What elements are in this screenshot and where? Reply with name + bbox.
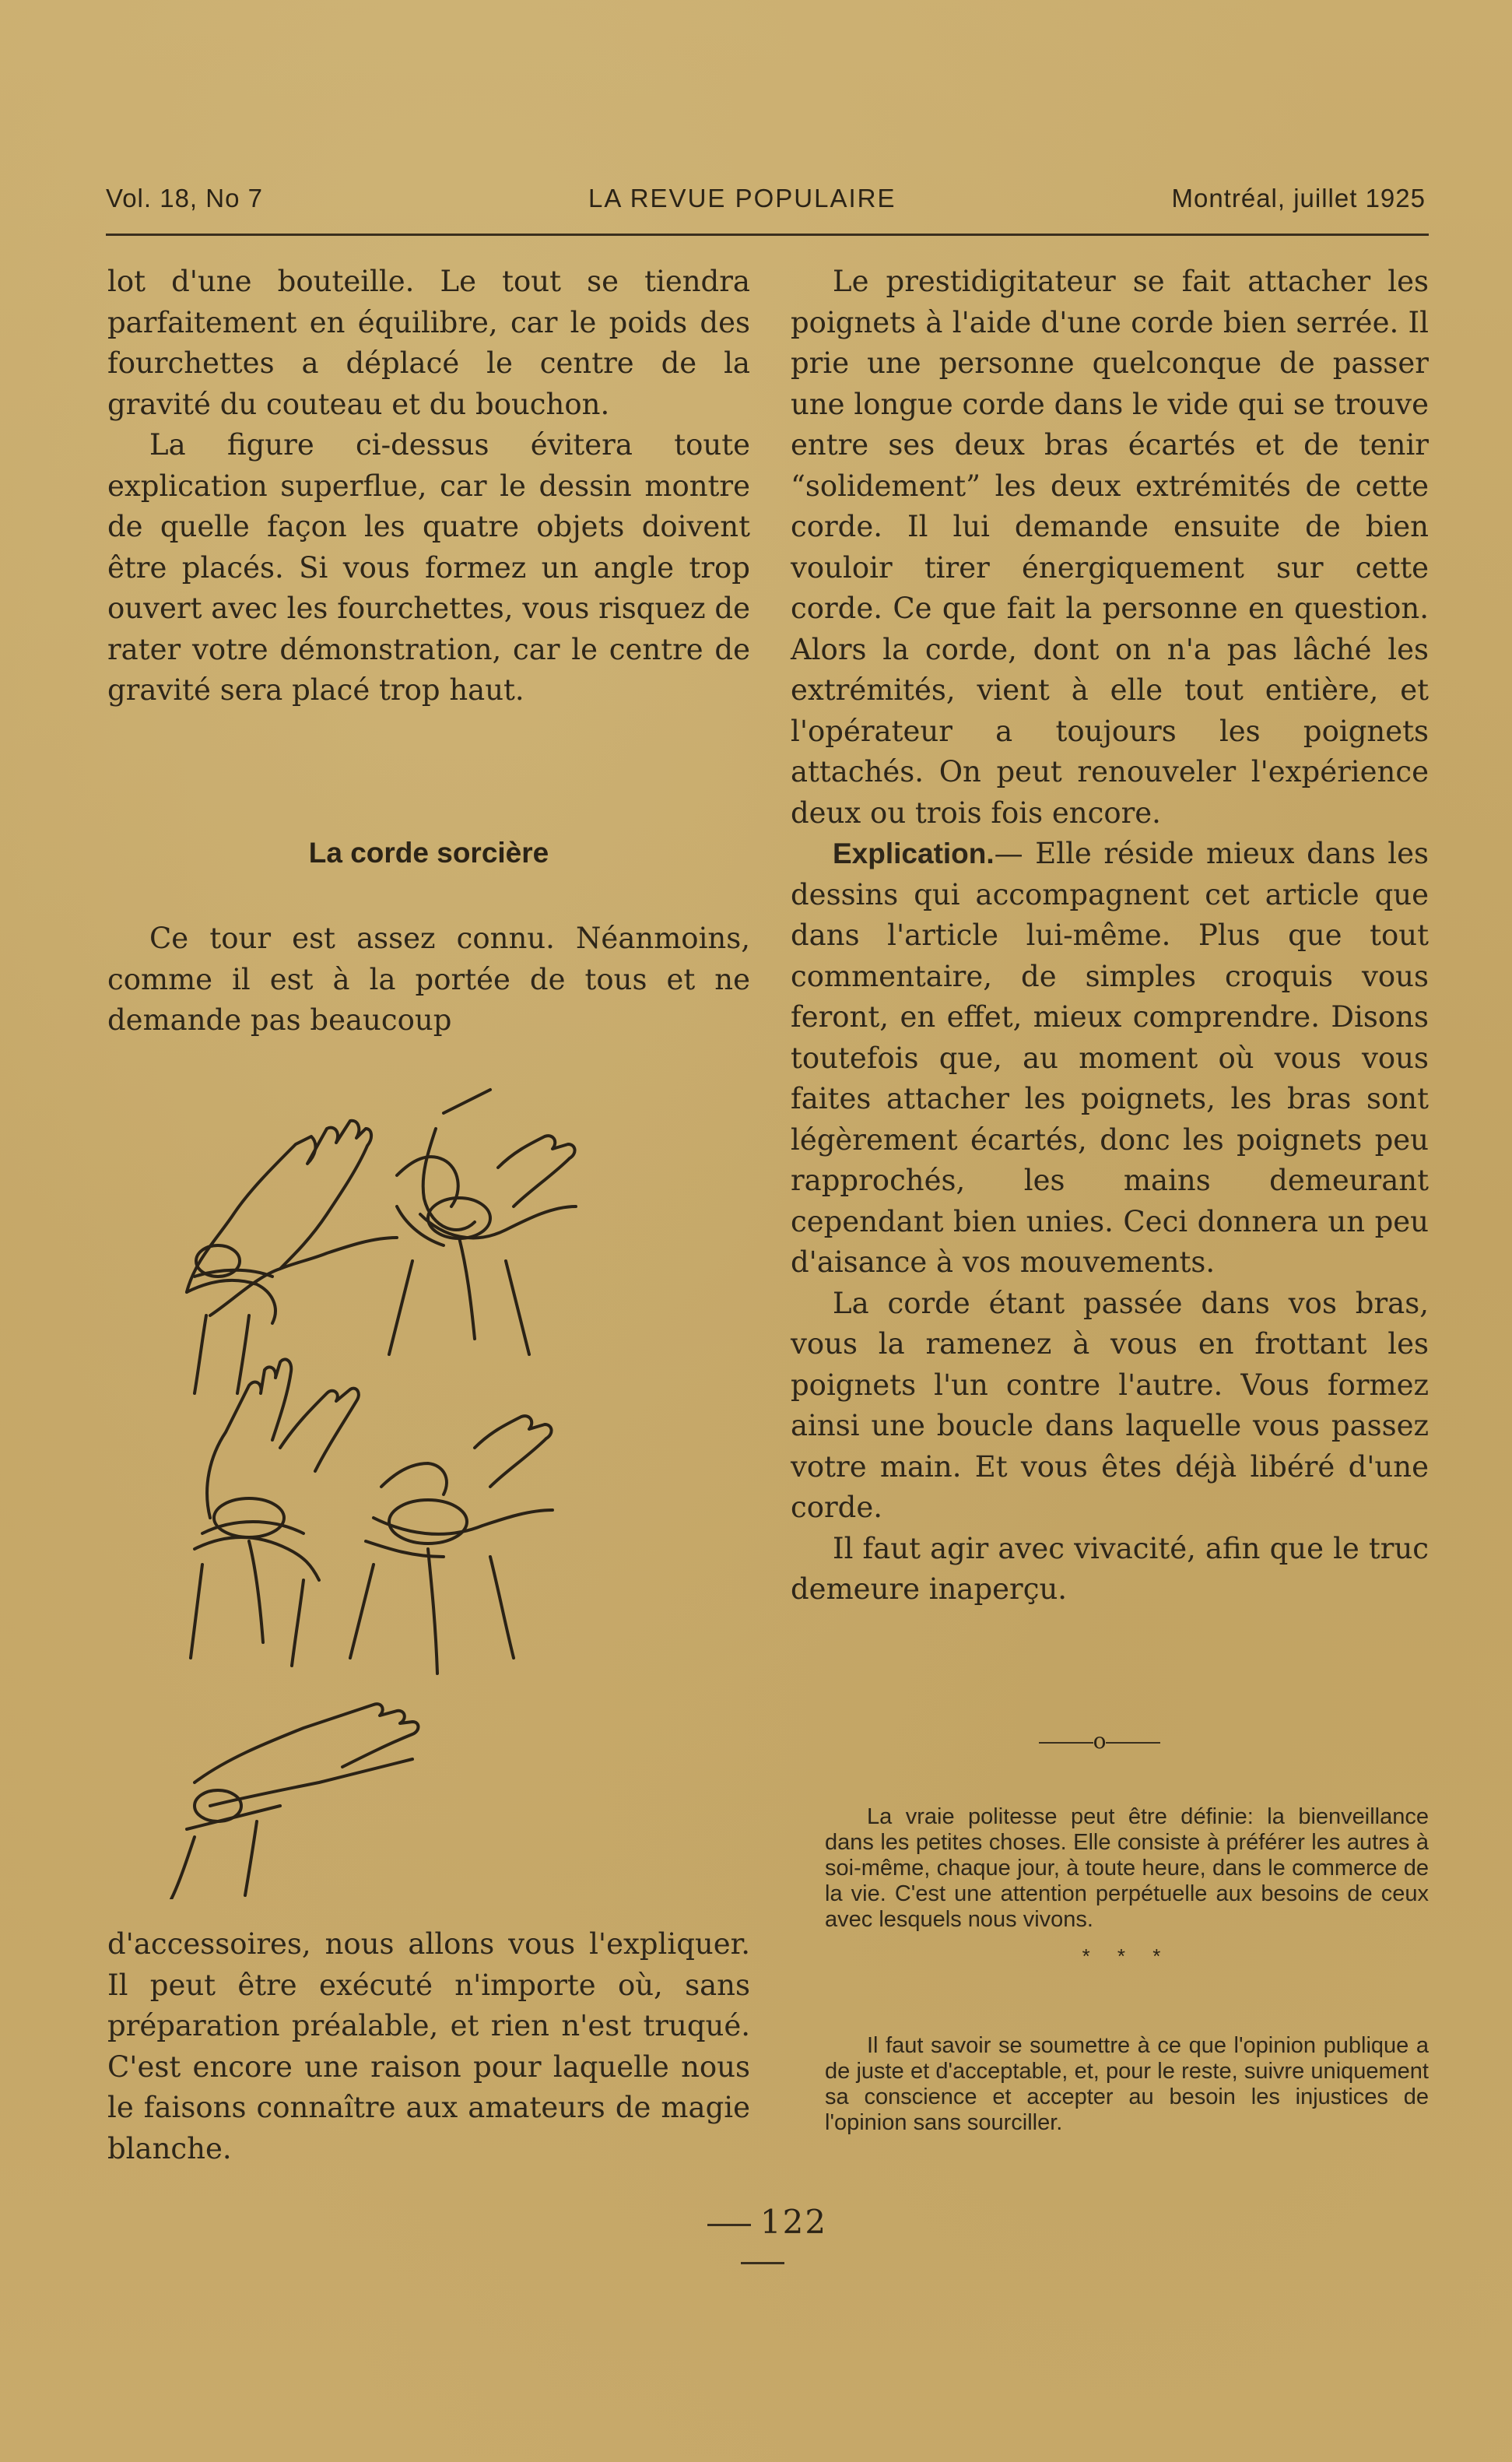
right-paragraph-3: La corde étant passée dans vos bras, vous la ramenez à vous en frottant les poignets l'un contre l'autre. Vous formez ainsi une boucle dans laquelle vous passez votre main. Et vous êtes déjà libéré d'une corde. (791, 1286, 1429, 1524)
left-column-bottom (107, 1924, 750, 2169)
left-paragraph-1: lot d'une bouteille. Le tout se tiendra parfaitement en équilibre, car le poids des fourchettes a déplacé le centre de la gravité du couteau et du bouchon. (107, 265, 750, 421)
section-divider (1018, 1728, 1181, 1754)
hands-drawing-2 (389, 1090, 576, 1354)
note-politesse (825, 1804, 1429, 1933)
right-paragraph-1: Le prestidigitateur se fait attacher les poignets à l'aide d'une corde bien serrée. Il prie une personne quelconque de passer une longue corde dans le vide qui se trouve entre ses deux bras écartés et de tenir “solidement” les deux extrémités de cette corde. Il lui demande ensuite de bien vouloir tirer énergiquement sur cette corde. Ce que fait la personne en question. Alors la corde, dont on n'a pas lâché les extrémités, vient à elle tout entière, et l'opérateur a toujours les poignets attachés. On peut renouveler l'expérience deux ou trois fois encore. (791, 265, 1429, 830)
note-opinion (825, 2033, 1429, 2136)
hands-drawing-1 (187, 1121, 397, 1393)
left-paragraph-2: La figure ci-dessus évitera toute explication superflue, car le dessin montre de quelle façon les quatre objets doivent être placés. Si vous formez un angle trop ouvert avec les fourchettes, vous risquez de rater votre démonstration, car le centre de gravité sera placé trop haut. (107, 428, 750, 707)
hands-drawing-5 (171, 1704, 419, 1899)
explication-label: Explication. (833, 838, 995, 869)
note-1-text: La vraie politesse peut être définie: la bienveillance dans les petites choses. Elle consiste à préférer les autres à soi-même, chaque jour, à toute heure, dans le commerce de la vie. C'est une attention perpétuelle aux besoins de ceux avec lesquels nous vivons. (825, 1804, 1429, 1932)
right-column (791, 262, 1429, 1610)
left-column-top (107, 262, 750, 711)
header-rule (106, 234, 1429, 236)
left-paragraph-4: d'accessoires, nous allons vous l'expliquer. Il peut être exécuté n'importe où, sans préparation préalable, et rien n'est truqué. C'est encore une raison pour laquelle nous le faisons connaître aux amateurs de magie blanche. (107, 1927, 750, 2165)
hands-rope-illustration (163, 1082, 755, 1899)
right-paragraph-2 (791, 834, 1429, 1284)
right-paragraph-4: Il faut agir avec vivacité, afin que le truc demeure inaperçu. (791, 1531, 1429, 1606)
left-paragraph-3: Ce tour est assez connu. Néanmoins, comme il est à la portée de tous et ne demande pas beaucoup (107, 922, 750, 1037)
section-title: La corde sorcière (308, 837, 549, 869)
journal-title: LA REVUE POPULAIRE (588, 184, 896, 212)
explication-text: — Elle réside mieux dans les dessins qui accompagnent cet article que dans l'article lui-même. Plus que tout commentaire, de simples croquis vous feront, en effet, mieux comprendre. Disons toutefois que, au moment où vous vous faites attacher les poignets, les bras sont légèrement écartés, donc les poignets peu rapprochés, les mains demeurant cependant bien unies. Ceci donnera un peu d'aisance à vos mouvements. (791, 837, 1429, 1279)
hands-rope-drawing (163, 1082, 755, 1899)
volume-label: Vol. 18, No 7 (106, 184, 263, 212)
page-header (106, 184, 1426, 223)
left-column-middle (107, 918, 750, 1041)
divider-mark: o (1093, 1728, 1107, 1754)
hands-drawing-3 (191, 1359, 359, 1666)
issue-date: Montréal, juillet 1925 (1171, 184, 1426, 212)
page-number (669, 2203, 856, 2279)
page-number-value: 122 (760, 2203, 828, 2241)
note-2-text: Il faut savoir se soumettre à ce que l'opinion publique a de juste et d'acceptable, et, pour le reste, suivre uniquement sa conscience et accepter au besoin les injustices de l'opinion sans sourciller. (825, 2033, 1429, 2135)
asterism: * * * (1082, 1944, 1172, 1968)
hands-drawing-4 (350, 1416, 553, 1674)
